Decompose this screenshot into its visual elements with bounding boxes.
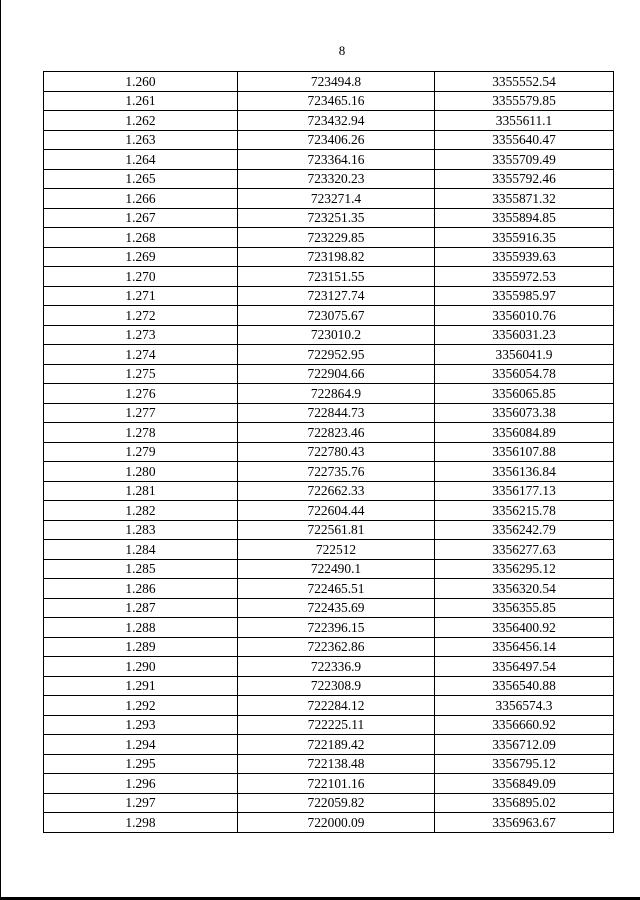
x-coordinate-cell: 722000.09 bbox=[238, 813, 435, 833]
point-id-cell: 1.272 bbox=[44, 306, 238, 326]
point-id-cell: 1.265 bbox=[44, 169, 238, 189]
x-coordinate-cell: 723198.82 bbox=[238, 247, 435, 267]
table-row bbox=[44, 306, 614, 326]
table-row bbox=[44, 754, 614, 774]
x-coordinate-cell: 723251.35 bbox=[238, 208, 435, 228]
y-coordinate-cell: 3356107.88 bbox=[435, 442, 614, 462]
x-coordinate-cell: 722952.95 bbox=[238, 345, 435, 365]
y-coordinate-cell: 3356963.67 bbox=[435, 813, 614, 833]
y-coordinate-cell: 3356277.63 bbox=[435, 540, 614, 560]
table-row bbox=[44, 169, 614, 189]
table-row bbox=[44, 208, 614, 228]
y-coordinate-cell: 3355972.53 bbox=[435, 267, 614, 287]
x-coordinate-cell: 722844.73 bbox=[238, 403, 435, 423]
x-coordinate-cell: 722823.46 bbox=[238, 423, 435, 443]
table-row bbox=[44, 657, 614, 677]
point-id-cell: 1.260 bbox=[44, 72, 238, 92]
table-row bbox=[44, 715, 614, 735]
x-coordinate-cell: 722780.43 bbox=[238, 442, 435, 462]
x-coordinate-cell: 722284.12 bbox=[238, 696, 435, 716]
y-coordinate-cell: 3356054.78 bbox=[435, 364, 614, 384]
y-coordinate-cell: 3355579.85 bbox=[435, 91, 614, 111]
y-coordinate-cell: 3356456.14 bbox=[435, 637, 614, 657]
table-row bbox=[44, 520, 614, 540]
point-id-cell: 1.287 bbox=[44, 598, 238, 618]
table-row bbox=[44, 501, 614, 521]
x-coordinate-cell: 723465.16 bbox=[238, 91, 435, 111]
point-id-cell: 1.271 bbox=[44, 286, 238, 306]
x-coordinate-cell: 723432.94 bbox=[238, 111, 435, 131]
y-coordinate-cell: 3356320.54 bbox=[435, 579, 614, 599]
y-coordinate-cell: 3356497.54 bbox=[435, 657, 614, 677]
table-row bbox=[44, 150, 614, 170]
y-coordinate-cell: 3356540.88 bbox=[435, 676, 614, 696]
x-coordinate-cell: 723075.67 bbox=[238, 306, 435, 326]
table-row bbox=[44, 559, 614, 579]
x-coordinate-cell: 722336.9 bbox=[238, 657, 435, 677]
y-coordinate-cell: 3356400.92 bbox=[435, 618, 614, 638]
x-coordinate-cell: 723364.16 bbox=[238, 150, 435, 170]
x-coordinate-cell: 722512 bbox=[238, 540, 435, 560]
table-row bbox=[44, 618, 614, 638]
table-row bbox=[44, 696, 614, 716]
table-row bbox=[44, 247, 614, 267]
x-coordinate-cell: 722225.11 bbox=[238, 715, 435, 735]
point-id-cell: 1.270 bbox=[44, 267, 238, 287]
x-coordinate-cell: 723010.2 bbox=[238, 325, 435, 345]
table-row bbox=[44, 384, 614, 404]
x-coordinate-cell: 723229.85 bbox=[238, 228, 435, 248]
table-row bbox=[44, 345, 614, 365]
y-coordinate-cell: 3356849.09 bbox=[435, 774, 614, 794]
table-row bbox=[44, 598, 614, 618]
y-coordinate-cell: 3356660.92 bbox=[435, 715, 614, 735]
point-id-cell: 1.289 bbox=[44, 637, 238, 657]
coordinates-table bbox=[43, 71, 614, 833]
y-coordinate-cell: 3356065.85 bbox=[435, 384, 614, 404]
table-row bbox=[44, 189, 614, 209]
x-coordinate-cell: 722490.1 bbox=[238, 559, 435, 579]
y-coordinate-cell: 3355871.32 bbox=[435, 189, 614, 209]
y-coordinate-cell: 3355792.46 bbox=[435, 169, 614, 189]
point-id-cell: 1.263 bbox=[44, 130, 238, 150]
point-id-cell: 1.293 bbox=[44, 715, 238, 735]
page-left-edge bbox=[0, 0, 1, 900]
x-coordinate-cell: 722435.69 bbox=[238, 598, 435, 618]
point-id-cell: 1.261 bbox=[44, 91, 238, 111]
x-coordinate-cell: 722561.81 bbox=[238, 520, 435, 540]
point-id-cell: 1.298 bbox=[44, 813, 238, 833]
table-row bbox=[44, 676, 614, 696]
x-coordinate-cell: 722735.76 bbox=[238, 462, 435, 482]
y-coordinate-cell: 3355611.1 bbox=[435, 111, 614, 131]
point-id-cell: 1.266 bbox=[44, 189, 238, 209]
coordinates-table-body bbox=[44, 72, 614, 833]
x-coordinate-cell: 722138.48 bbox=[238, 754, 435, 774]
y-coordinate-cell: 3356895.02 bbox=[435, 793, 614, 813]
point-id-cell: 1.295 bbox=[44, 754, 238, 774]
y-coordinate-cell: 3355640.47 bbox=[435, 130, 614, 150]
y-coordinate-cell: 3355939.63 bbox=[435, 247, 614, 267]
x-coordinate-cell: 722396.15 bbox=[238, 618, 435, 638]
y-coordinate-cell: 3356215.78 bbox=[435, 501, 614, 521]
x-coordinate-cell: 723320.23 bbox=[238, 169, 435, 189]
point-id-cell: 1.269 bbox=[44, 247, 238, 267]
point-id-cell: 1.268 bbox=[44, 228, 238, 248]
x-coordinate-cell: 722604.44 bbox=[238, 501, 435, 521]
table-row bbox=[44, 72, 614, 92]
x-coordinate-cell: 723406.26 bbox=[238, 130, 435, 150]
point-id-cell: 1.282 bbox=[44, 501, 238, 521]
table-row bbox=[44, 793, 614, 813]
y-coordinate-cell: 3356795.12 bbox=[435, 754, 614, 774]
x-coordinate-cell: 723151.55 bbox=[238, 267, 435, 287]
x-coordinate-cell: 722465.51 bbox=[238, 579, 435, 599]
table-row bbox=[44, 579, 614, 599]
y-coordinate-cell: 3355709.49 bbox=[435, 150, 614, 170]
point-id-cell: 1.267 bbox=[44, 208, 238, 228]
x-coordinate-cell: 722904.66 bbox=[238, 364, 435, 384]
point-id-cell: 1.291 bbox=[44, 676, 238, 696]
x-coordinate-cell: 723494.8 bbox=[238, 72, 435, 92]
point-id-cell: 1.285 bbox=[44, 559, 238, 579]
point-id-cell: 1.279 bbox=[44, 442, 238, 462]
y-coordinate-cell: 3356084.89 bbox=[435, 423, 614, 443]
table-row bbox=[44, 442, 614, 462]
y-coordinate-cell: 3356010.76 bbox=[435, 306, 614, 326]
x-coordinate-cell: 722189.42 bbox=[238, 735, 435, 755]
y-coordinate-cell: 3356136.84 bbox=[435, 462, 614, 482]
table-row bbox=[44, 462, 614, 482]
table-row bbox=[44, 364, 614, 384]
x-coordinate-cell: 723271.4 bbox=[238, 189, 435, 209]
x-coordinate-cell: 722864.9 bbox=[238, 384, 435, 404]
point-id-cell: 1.262 bbox=[44, 111, 238, 131]
table-row bbox=[44, 228, 614, 248]
y-coordinate-cell: 3356242.79 bbox=[435, 520, 614, 540]
table-row bbox=[44, 91, 614, 111]
table-row bbox=[44, 325, 614, 345]
point-id-cell: 1.297 bbox=[44, 793, 238, 813]
table-row bbox=[44, 111, 614, 131]
page-number: 8 bbox=[338, 43, 346, 58]
y-coordinate-cell: 3355894.85 bbox=[435, 208, 614, 228]
table-row bbox=[44, 735, 614, 755]
y-coordinate-cell: 3355916.35 bbox=[435, 228, 614, 248]
y-coordinate-cell: 3356574.3 bbox=[435, 696, 614, 716]
y-coordinate-cell: 3356355.85 bbox=[435, 598, 614, 618]
y-coordinate-cell: 3356295.12 bbox=[435, 559, 614, 579]
x-coordinate-cell: 723127.74 bbox=[238, 286, 435, 306]
table-row bbox=[44, 481, 614, 501]
y-coordinate-cell: 3356177.13 bbox=[435, 481, 614, 501]
table-row bbox=[44, 403, 614, 423]
point-id-cell: 1.264 bbox=[44, 150, 238, 170]
point-id-cell: 1.281 bbox=[44, 481, 238, 501]
point-id-cell: 1.274 bbox=[44, 345, 238, 365]
x-coordinate-cell: 722059.82 bbox=[238, 793, 435, 813]
point-id-cell: 1.294 bbox=[44, 735, 238, 755]
x-coordinate-cell: 722662.33 bbox=[238, 481, 435, 501]
y-coordinate-cell: 3356041.9 bbox=[435, 345, 614, 365]
point-id-cell: 1.278 bbox=[44, 423, 238, 443]
point-id-cell: 1.276 bbox=[44, 384, 238, 404]
y-coordinate-cell: 3356712.09 bbox=[435, 735, 614, 755]
x-coordinate-cell: 722362.86 bbox=[238, 637, 435, 657]
table-row bbox=[44, 540, 614, 560]
point-id-cell: 1.277 bbox=[44, 403, 238, 423]
point-id-cell: 1.273 bbox=[44, 325, 238, 345]
y-coordinate-cell: 3356073.38 bbox=[435, 403, 614, 423]
table-row bbox=[44, 637, 614, 657]
y-coordinate-cell: 3356031.23 bbox=[435, 325, 614, 345]
x-coordinate-cell: 722308.9 bbox=[238, 676, 435, 696]
point-id-cell: 1.292 bbox=[44, 696, 238, 716]
x-coordinate-cell: 722101.16 bbox=[238, 774, 435, 794]
point-id-cell: 1.280 bbox=[44, 462, 238, 482]
point-id-cell: 1.283 bbox=[44, 520, 238, 540]
table-row bbox=[44, 286, 614, 306]
y-coordinate-cell: 3355985.97 bbox=[435, 286, 614, 306]
table-row bbox=[44, 130, 614, 150]
point-id-cell: 1.296 bbox=[44, 774, 238, 794]
table-row bbox=[44, 774, 614, 794]
point-id-cell: 1.284 bbox=[44, 540, 238, 560]
table-row bbox=[44, 267, 614, 287]
point-id-cell: 1.288 bbox=[44, 618, 238, 638]
point-id-cell: 1.290 bbox=[44, 657, 238, 677]
point-id-cell: 1.275 bbox=[44, 364, 238, 384]
table-row bbox=[44, 423, 614, 443]
table-row bbox=[44, 813, 614, 833]
y-coordinate-cell: 3355552.54 bbox=[435, 72, 614, 92]
point-id-cell: 1.286 bbox=[44, 579, 238, 599]
